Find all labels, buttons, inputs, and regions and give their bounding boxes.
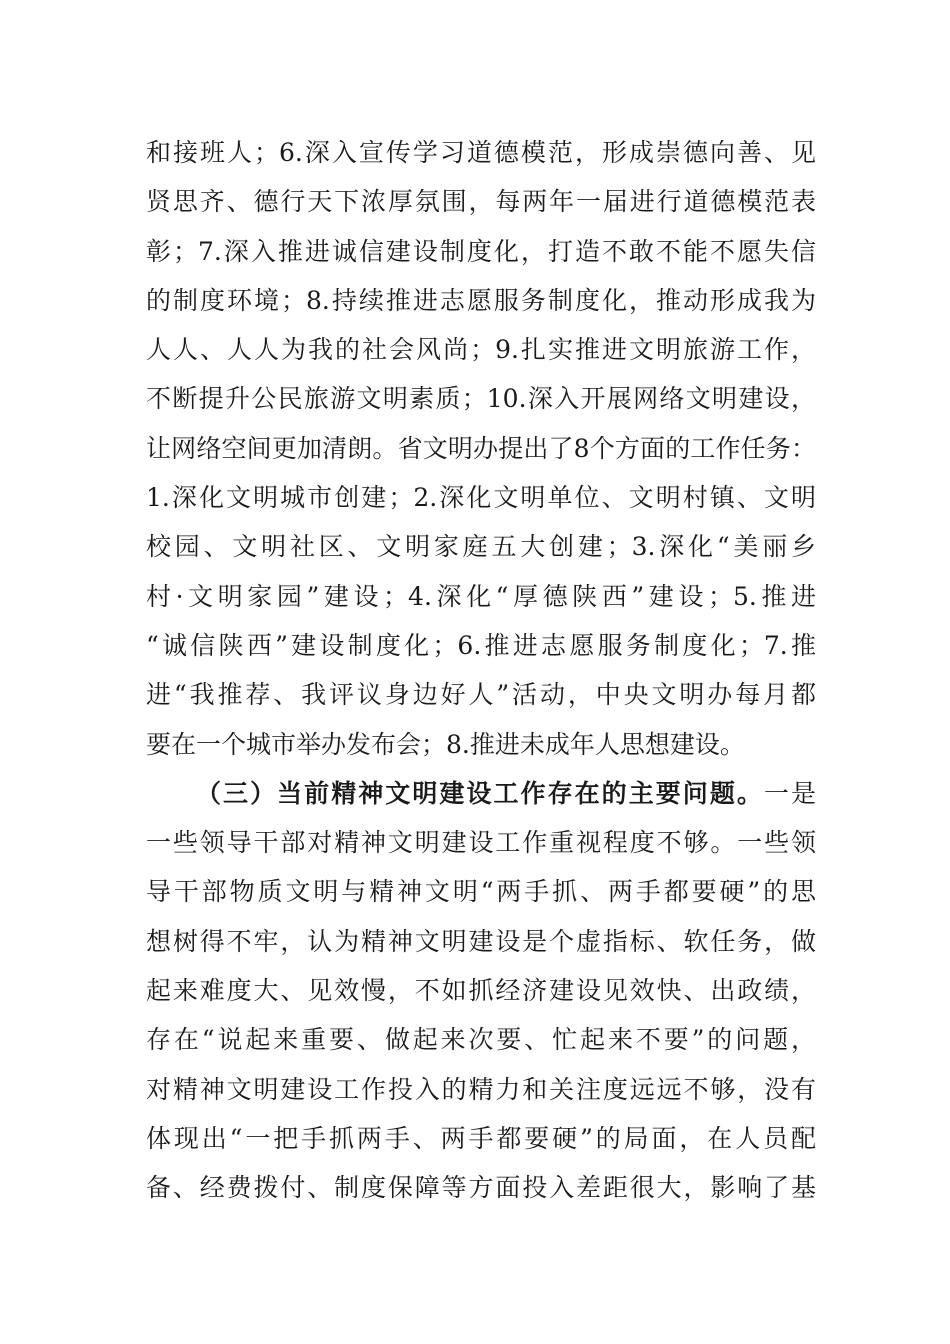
text-line: 体现出“一把手抓两手、两手都要硬”的局面，在人员配 — [146, 1123, 816, 1153]
text-line: 和接班人；6.深入宣传学习道德模范，形成崇德向善、见 — [146, 138, 816, 167]
section-first-line-text: 一是 — [763, 778, 816, 808]
text-line: 导干部物质文明与精神文明“两手抓、两手都要硬”的思 — [146, 877, 816, 907]
text-line: 的制度环境；8.持续推进志愿服务制度化，推动形成我为 — [146, 285, 816, 315]
text-line: “诚信陕西”建设制度化；6.推进志愿服务制度化；7.推 — [146, 630, 816, 660]
section-heading-line — [146, 769, 816, 818]
text-line: 贤思齐、德行天下浓厚氛围，每两年一届进行道德模范表 — [146, 187, 816, 217]
text-line: 存在“说起来重要、做起来次要、忙起来不要”的问题， — [146, 1025, 816, 1055]
text-line: 要在一个城市举办发布会；8.推进未成年人思想建设。 — [146, 729, 745, 759]
text-line: 对精神文明建设工作投入的精力和关注度远远不够，没有 — [146, 1074, 816, 1104]
text-line: 1.深化文明城市创建；2.深化文明单位、文明村镇、文明 — [146, 483, 816, 513]
text-line: 校园、文明社区、文明家庭五大创建；3.深化“美丽乡 — [146, 532, 816, 562]
section-heading: （三）当前精神文明建设工作存在的主要问题。 — [196, 778, 764, 808]
text-line: 起来难度大、见效慢，不如抓经济建设见效快、出政绩， — [146, 976, 816, 1006]
text-line: 彰；7.深入推进诚信建设制度化，打造不敢不能不愿失信 — [146, 236, 816, 266]
text-line: 村·文明家园”建设；4.深化“厚德陕西”建设；5.推进 — [146, 581, 816, 611]
text-line: 让网络空间更加清朗。省文明办提出了8个方面的工作任务： — [146, 433, 816, 463]
text-line: 备、经费拨付、制度保障等方面投入差距很大，影响了基 — [146, 1173, 816, 1203]
text-line: 不断提升公民旅游文明素质；10.深入开展网络文明建设， — [146, 384, 816, 414]
text-line: 一些领导干部对精神文明建设工作重视程度不够。一些领 — [146, 828, 816, 858]
text-line: 想树得不牢，认为精神文明建设是个虚指标、软任务，做 — [146, 926, 816, 956]
text-line: 人人、人人为我的社会风尚；9.扎实推进文明旅游工作， — [146, 335, 816, 365]
text-line: 进“我推荐、我评议身边好人”活动，中央文明办每月都 — [146, 680, 816, 710]
document-body — [146, 128, 816, 1213]
